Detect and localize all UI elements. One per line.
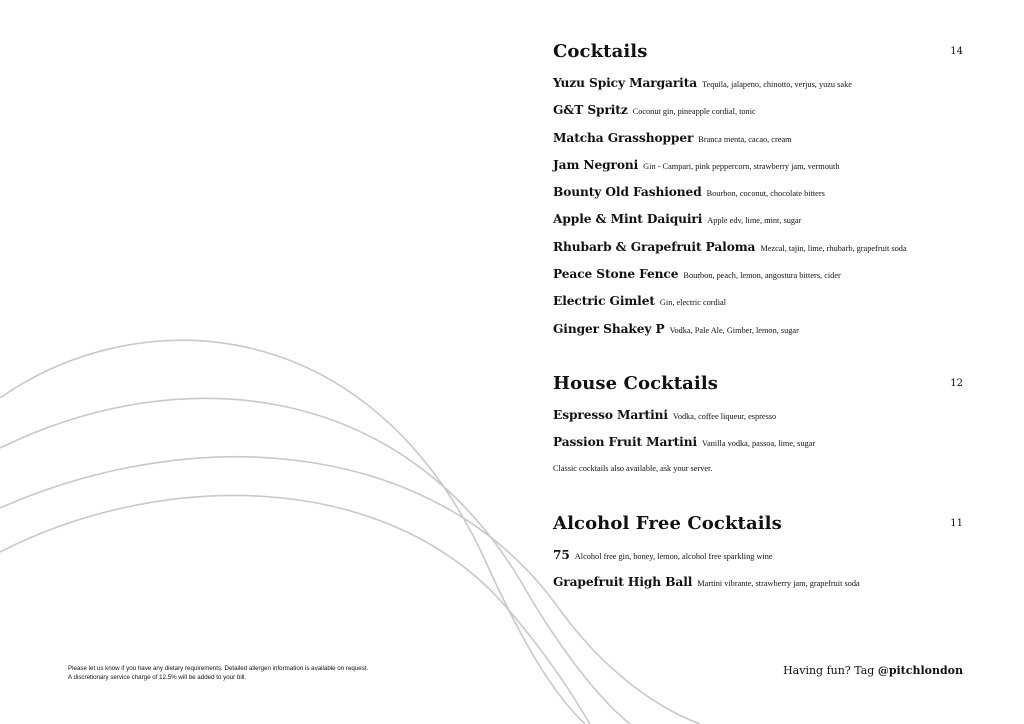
menu-item	[553, 238, 963, 265]
menu-item	[553, 156, 963, 183]
menu-item	[553, 265, 963, 292]
item-name: Ginger Shakey P	[553, 321, 665, 336]
menu-item	[553, 546, 963, 573]
item-description: Tequila, jalapeno, chinotto, verjus, yuzu sake	[702, 80, 852, 89]
social-handle: @pitchlondon	[877, 664, 963, 677]
item-name: Espresso Martini	[553, 408, 668, 422]
section-price: 12	[950, 378, 963, 389]
menu-item	[553, 320, 963, 347]
item-name: Rhubarb & Grapefruit Paloma	[553, 239, 756, 254]
item-description: Vanilla vodka, passoa, lime, sugar	[702, 439, 816, 449]
item-description: Apple edv, lime, mint, sugar	[707, 216, 802, 226]
item-description: Branca menta, cacao, cream	[698, 134, 792, 144]
menu-item	[553, 101, 963, 128]
menu-item-list	[553, 74, 963, 347]
footer-disclaimer	[68, 664, 468, 682]
item-description: Alcohol free gin, honey, lemon, alcohol free sparkling wine	[574, 552, 773, 561]
item-description: Gin - Campari, pink peppercorn, strawberry jam, vermouth	[643, 161, 840, 171]
item-description: Mezcal, tajin, lime, rhubarb, grapefruit soda	[760, 243, 907, 253]
section-header	[553, 370, 963, 398]
item-name: Bounty Old Fashioned	[553, 185, 702, 200]
item-description: Gin, electric cordial	[659, 298, 727, 308]
item-name: Jam Negroni	[553, 157, 639, 172]
menu-item	[553, 573, 963, 600]
item-description: Vodka, Pale Ale, Gimber, lemon, sugar	[669, 325, 799, 335]
menu-item-list	[553, 406, 963, 477]
item-name: 75	[553, 548, 570, 562]
item-name: Passion Fruit Martini	[553, 435, 698, 450]
menu-item	[553, 433, 963, 460]
item-description: Bourbon, coconut, chocolate bitters	[706, 189, 825, 199]
item-description: Martini vibrante, strawberry jam, grapefruit soda	[697, 579, 860, 589]
item-name: Electric Gimlet	[553, 294, 655, 309]
section-note: Classic cocktails also available, ask your server.	[553, 463, 713, 473]
section-header	[553, 510, 963, 538]
item-name: Yuzu Spicy Margarita	[553, 76, 698, 90]
menu-item	[553, 406, 963, 433]
section-title: House Cocktails	[553, 373, 719, 394]
section-price: 14	[950, 46, 963, 57]
menu-item	[553, 210, 963, 237]
item-description: Coconut gin, pineapple cordial, tonic	[632, 107, 756, 117]
item-description: Vodka, coffee liqueur, espresso	[672, 412, 777, 421]
menu-item	[553, 183, 963, 210]
item-name: Apple & Mint Daiquiri	[553, 212, 703, 227]
social-tag-prefix: Having fun? Tag	[783, 664, 875, 677]
menu-item	[553, 74, 963, 101]
section-house-cocktails	[553, 370, 963, 477]
menu-item	[553, 292, 963, 319]
section-cocktails	[553, 38, 963, 347]
section-header	[553, 38, 963, 66]
social-tag	[783, 664, 963, 677]
section-title: Cocktails	[553, 41, 648, 62]
item-description: Bourbon, peach, lemon, angostura bitters, cider	[683, 271, 841, 281]
item-name: Peace Stone Fence	[553, 267, 679, 282]
item-name: Matcha Grasshopper	[553, 130, 694, 145]
section-title: Alcohol Free Cocktails	[553, 513, 782, 534]
item-name: G&T Spritz	[553, 103, 628, 118]
menu-item-list	[553, 546, 963, 601]
item-name: Grapefruit High Ball	[553, 575, 693, 590]
menu-item	[553, 129, 963, 156]
curve-line	[0, 495, 590, 724]
allergen-note: Please let us know if you have any dietary requirements. Detailed allergen information is available on request.	[68, 665, 369, 672]
service-charge-note: A discretionary service charge of 12.5% will be added to your bill.	[68, 674, 247, 681]
section-price: 11	[950, 518, 963, 529]
section-alcohol-free-cocktails	[553, 510, 963, 601]
